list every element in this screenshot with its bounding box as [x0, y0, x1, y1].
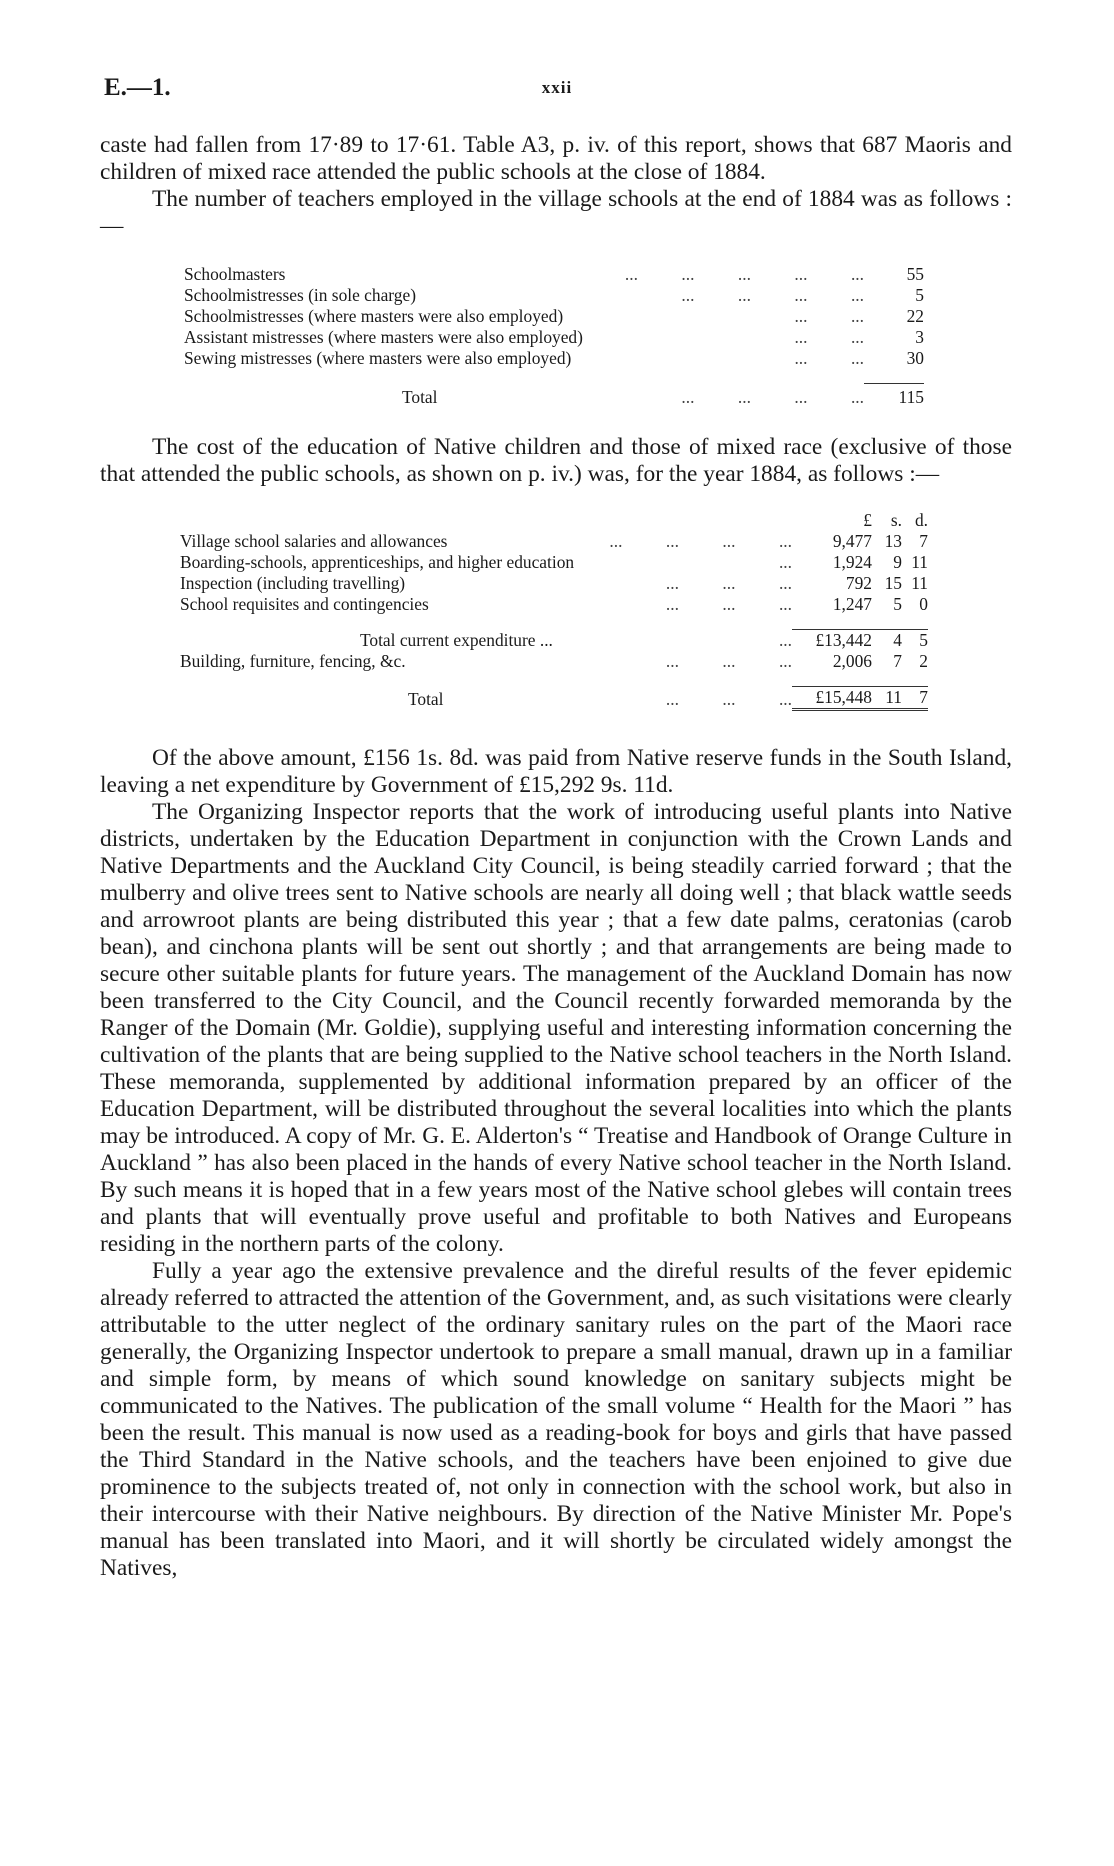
shillings-value: 4: [872, 630, 902, 652]
pence-value: 11: [911, 573, 928, 593]
cost-table: [180, 510, 928, 711]
table-row: [184, 264, 924, 285]
leader-dots: ... ...: [794, 348, 864, 368]
paragraph-fever-epidemic: Fully a year ago the extensive prevalence and the direful results of the fever epidemic already referred to attracted the attention of the Government, and, as such visitations were clearly attributable to the utter neglect of the ordinary sanitary rules on the part of the Maori race generally, the Organizing Inspector undertook to prepare a small manual, drawn up in a familiar and simple form, by means of which sound knowledge on sanitary subjects might be communicated to the Natives. The publication of the small volume “ Health for the Maori ” has been the result. This manual is now used as a reading-book for boys and girls that have passed the Third Standard in the Native schools, and the teachers have been enjoined to give due prominence to the subjects treated of, not only in connection with the school work, but also in their intercourse with their Native neighbours. By direction of the Native Minister Mr. Pope's manual has been translated into Maori, and it will shortly be circulated widely amongst the Natives,: [100, 1258, 1012, 1581]
page-header: [104, 74, 1010, 104]
leader-dots: ...: [778, 630, 792, 650]
table-row: [180, 594, 928, 615]
teachers-table: [184, 264, 924, 408]
row-label: Boarding-schools, apprenticeships, and higher education: [180, 552, 575, 572]
pence-value: 2: [919, 651, 928, 671]
pence-value: 5: [902, 630, 928, 652]
cost-header-row: [180, 510, 928, 531]
pence-value: 7: [919, 531, 928, 551]
shillings-value: 5: [893, 594, 902, 614]
paragraph-reserve-funds: Of the above amount, £156 1s. 8d. was paid from Native reserve funds in the South Island, leaving a net expenditure by Government of £15,292 9s. 11d.: [100, 745, 1012, 798]
table-row: [180, 573, 928, 594]
total-row: [184, 384, 924, 409]
current-total-row: [180, 630, 928, 652]
pounds-value: 2,006: [832, 651, 872, 671]
leader-dots: ... ...: [794, 306, 864, 326]
pounds-value: 1,247: [832, 594, 872, 614]
shillings-value: 11: [872, 687, 902, 710]
row-label: School requisites and contingencies: [180, 594, 429, 614]
pounds-header: £: [863, 510, 872, 530]
row-label: Assistant mistresses (where masters were also employed): [184, 327, 583, 347]
pounds-value: £15,448: [792, 687, 872, 710]
paragraph-teachers-intro: The number of teachers employed in the village schools at the end of 1884 was as follows :—: [100, 186, 1012, 239]
row-label: Schoolmasters: [184, 264, 286, 284]
shillings-value: 15: [884, 573, 902, 593]
table-row: [184, 327, 924, 348]
leader-dots: ... ... ... ... ...: [624, 264, 864, 284]
pounds-value: £13,442: [792, 630, 872, 652]
grand-total-label: Total: [408, 688, 444, 709]
building-row: [180, 651, 928, 672]
table-row: [180, 552, 928, 573]
pence-value: 11: [911, 552, 928, 572]
pounds-value: 9,477: [832, 531, 872, 551]
total-label: Total: [402, 387, 438, 407]
pence-value: 7: [902, 687, 928, 710]
leader-dots: ... ... ... ...: [681, 285, 864, 305]
grand-total-row: [180, 687, 928, 710]
leader-dots: ... ... ... ...: [681, 387, 864, 407]
row-value: 22: [906, 306, 924, 326]
leader-dots: ... ... ... ...: [609, 531, 792, 551]
row-value: 5: [915, 285, 924, 305]
table-row: [184, 285, 924, 306]
shillings-header: s.: [890, 510, 902, 530]
row-label: Sewing mistresses (where masters were also employed): [184, 348, 572, 368]
table-row: [184, 348, 924, 369]
paragraph-cost-intro: The cost of the education of Native children and those of mixed race (exclusive of those that attended the public schools, as shown on p. iv.) was, for the year 1884, as follows :—: [100, 434, 1012, 487]
leader-dots: ... ...: [794, 327, 864, 347]
page-number: xxii: [541, 78, 573, 97]
row-value: 55: [906, 264, 924, 284]
row-label: Schoolmistresses (in sole charge): [184, 285, 416, 305]
shillings-value: 9: [893, 552, 902, 572]
paragraph-continuation: caste had fallen from 17·89 to 17·61. Table A3, p. iv. of this report, shows that 687 Maoris and children of mixed race attended the public schools at the close of 1884.: [100, 132, 1012, 185]
current-total-label: Total current expenditure ...: [360, 630, 553, 650]
page-body: [100, 132, 1012, 1582]
total-value: 115: [864, 384, 924, 409]
shillings-value: 7: [893, 651, 902, 671]
pence-header: d.: [914, 510, 928, 530]
row-label: Schoolmistresses (where masters were also employed): [184, 306, 564, 326]
leader-dots: ... ... ...: [665, 688, 792, 709]
leader-dots: ... ... ...: [665, 573, 792, 593]
table-row: [180, 531, 928, 552]
pence-value: 0: [919, 594, 928, 614]
table-row: [184, 306, 924, 327]
leader-dots: ... ... ...: [665, 594, 792, 614]
pounds-value: 792: [845, 573, 872, 593]
row-label: Village school salaries and allowances: [180, 531, 448, 551]
row-value: 30: [906, 348, 924, 368]
pounds-value: 1,924: [832, 552, 872, 572]
paragraph-useful-plants: The Organizing Inspector reports that the work of introducing useful plants into Native districts, undertaken by the Education Department in conjunction with the Crown Lands and Native Departments and the Auckland City Council, is being steadily carried forward ; that the mulberry and olive trees sent to Native schools are nearly all doing well ; that black wattle seeds and arrowroot plants are being distributed this year ; that a few date palms, ceratonias (carob bean), and cinchona plants will be sent out shortly ; and that arrangements are being made to secure other suitable plants for future years. The management of the Auckland Domain has now been transferred to the City Council, and the Council recently forwarded memoranda by the Ranger of the Domain (Mr. Goldie), supplying useful and interesting information concerning the cultivation of the plants that are being supplied to the Native school teachers in the North Island. These memoranda, supplemented by additional information prepared by an officer of the Education Department, will be distributed throughout the several localities into which the plants may be introduced. A copy of Mr. G. E. Alderton's “ Treatise and Handbook of Orange Culture in Auckland ” has also been placed in the hands of every Native school teacher in the North Island. By such means it is hoped that in a few years most of the Native school glebes will contain trees and plants that will eventually prove useful and profitable to both Natives and Europeans residing in the northern parts of the colony.: [100, 799, 1012, 1257]
row-value: 3: [915, 327, 924, 347]
leader-dots: ... ... ...: [665, 651, 792, 671]
shillings-value: 13: [884, 531, 902, 551]
report-reference: E.—1.: [104, 74, 171, 101]
row-label: Inspection (including travelling): [180, 573, 406, 593]
row-label: Building, furniture, fencing, &c.: [180, 651, 406, 671]
leader-dots: ...: [778, 552, 792, 572]
